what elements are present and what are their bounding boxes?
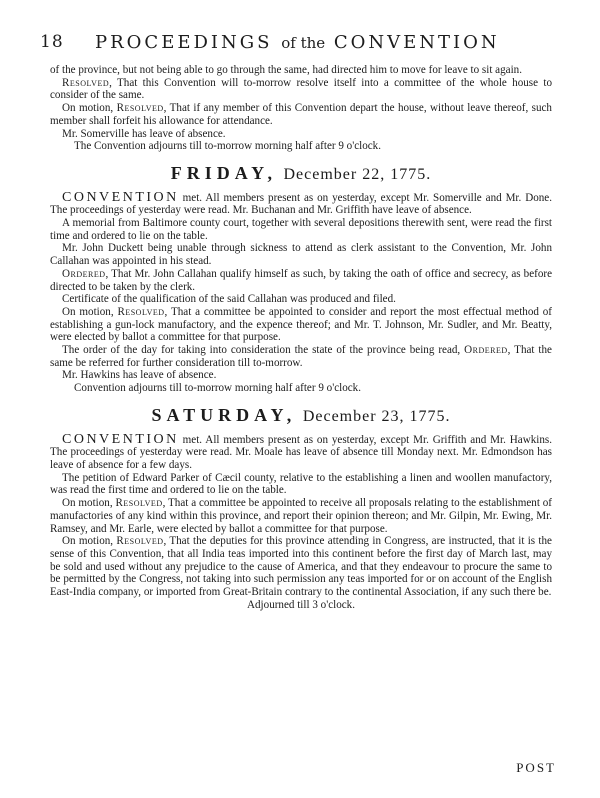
paragraph-text: , That the deputies for this province attending in Congress, are instructed, that it is the sense of this Convention, that all India teas imported into this continent before the first day of March last, may be sold and used without any prejudice to the cause of America, and that they endeavour to procure the same to be permitted by the Congress, not taking into such permission any teas imported for or on account of the English East-India company, or imported from Great-Britain contrary to the continental Association, if any such there be. xyxy=(50,535,552,599)
paragraph-text: On motion, xyxy=(62,497,116,510)
paragraph-text: On motion, xyxy=(62,535,117,548)
paragraph xyxy=(50,77,552,102)
paragraph xyxy=(50,306,552,344)
paragraph-text: , That if any member of this Convention depart the house, without leave thereof, such member shall forfeit his allowance for attendance. xyxy=(50,102,552,127)
paragraph-text: On motion, xyxy=(62,305,118,318)
resolved-lead: Resolved xyxy=(62,76,110,89)
paragraph: Mr. Somerville has leave of absence. xyxy=(62,127,226,140)
paragraph-text: The order of the day for taking into consideration the state of the province being read, xyxy=(62,344,465,357)
paragraph: The Convention adjourns till to-morrow morning half after 9 o'clock. xyxy=(74,140,382,153)
paragraph xyxy=(50,431,552,472)
paragraph xyxy=(50,497,552,535)
day-heading-friday xyxy=(50,162,552,183)
day-name: SATURDAY, xyxy=(151,404,297,425)
day-date: December 22, 1775. xyxy=(283,165,432,183)
day-date: December 23, 1775. xyxy=(302,407,451,425)
day-heading-saturday xyxy=(50,404,552,425)
running-title xyxy=(95,32,500,53)
paragraph: of the province, but not being able to go through the same, had directed him to move for leave to sit again. xyxy=(50,64,522,76)
convention-lead: CONVENTION xyxy=(62,431,179,447)
paragraph xyxy=(50,189,552,217)
ordered-lead: Ordered xyxy=(464,344,508,357)
resolved-lead: Resolved xyxy=(117,305,165,318)
paragraph: Mr. Hawkins has leave of absence. xyxy=(62,369,217,382)
resolved-lead: Resolved xyxy=(116,102,164,115)
page-header xyxy=(40,32,560,56)
day-name: FRIDAY, xyxy=(170,162,277,183)
paragraph-text: , That a committee be appointed to consider and report the most effectual method of establishing a gun-lock manufactory, and the expence thereof; and Mr. T. Johnson, Mr. Sudler, and Mr. Beatty, were elected by ballot a committee for that purpose. xyxy=(50,305,552,344)
resolved-lead: Resolved xyxy=(116,535,164,548)
paragraph-text: , That a committee be appointed to receive all proposals relating to the establishment of manufactories of any kind within this province, and report their opinion thereon; and Mr. Gilpin, Mr. Ewing, Mr. Ramsey, and Mr. Earle, were elected by ballot a committee for that purpose. xyxy=(50,497,552,535)
paragraph-text: met. All members present as on yesterday, except Mr. Griffith and Mr. Hawkins. The proceedings of yesterday were read. Mr. Moale has leave of absence till Monday next. Mr. Edmondson has leave of absence for a few days. xyxy=(50,433,552,471)
running-title-of: of the xyxy=(281,34,326,52)
paragraph-text: , That Mr. John Callahan qualify himself as such, by taking the oath of office and secrecy, as before directed to be taken by the clerk. xyxy=(50,267,552,293)
running-title-part2: CONVENTION xyxy=(333,32,500,53)
running-title-part1: PROCEEDINGS xyxy=(95,32,273,53)
ordered-lead: Ordered xyxy=(62,267,106,280)
paragraph xyxy=(50,268,552,293)
paragraph-text: , That this Convention will to-morrow resolve itself into a committee of the whole house to consider of the same. xyxy=(50,76,552,102)
resolved-lead: Resolved xyxy=(115,497,163,510)
body-text xyxy=(50,64,552,611)
catchword: POST xyxy=(516,760,556,775)
paragraph-text: , That the same be referred for further consideration till to-morrow. xyxy=(50,344,552,369)
paragraph: The petition of Edward Parker of Cæcil county, relative to the establishing a linen and woollen manufactory, was read the first time and ordered to lie on the table. xyxy=(50,471,552,497)
paragraph-text: met. All members present as on yesterday, except Mr. Somerville and Mr. Done. The proceedings of yesterday were read. Mr. Buchanan and Mr. Griffith have leave of absence. xyxy=(50,191,552,217)
paragraph xyxy=(50,535,552,599)
adjourned-line: Adjourned till 3 o'clock. xyxy=(247,598,355,611)
paragraph-text: On motion, xyxy=(62,102,117,115)
paragraph: A memorial from Baltimore county court, together with several depositions therewith sent, were read the first time and ordered to lie on the table. xyxy=(50,217,552,242)
page-number: 18 xyxy=(40,32,64,52)
paragraph xyxy=(50,102,552,127)
paragraph: Certificate of the qualification of the said Callahan was produced and filed. xyxy=(62,293,396,306)
paragraph: Mr. John Duckett being unable through sickness to attend as clerk assistant to the Convention, Mr. John Callahan was appointed in his stead. xyxy=(50,242,552,268)
convention-lead: CONVENTION xyxy=(62,189,179,205)
paragraph: Convention adjourns till to-morrow morning half after 9 o'clock. xyxy=(74,382,361,395)
paragraph xyxy=(50,344,552,369)
